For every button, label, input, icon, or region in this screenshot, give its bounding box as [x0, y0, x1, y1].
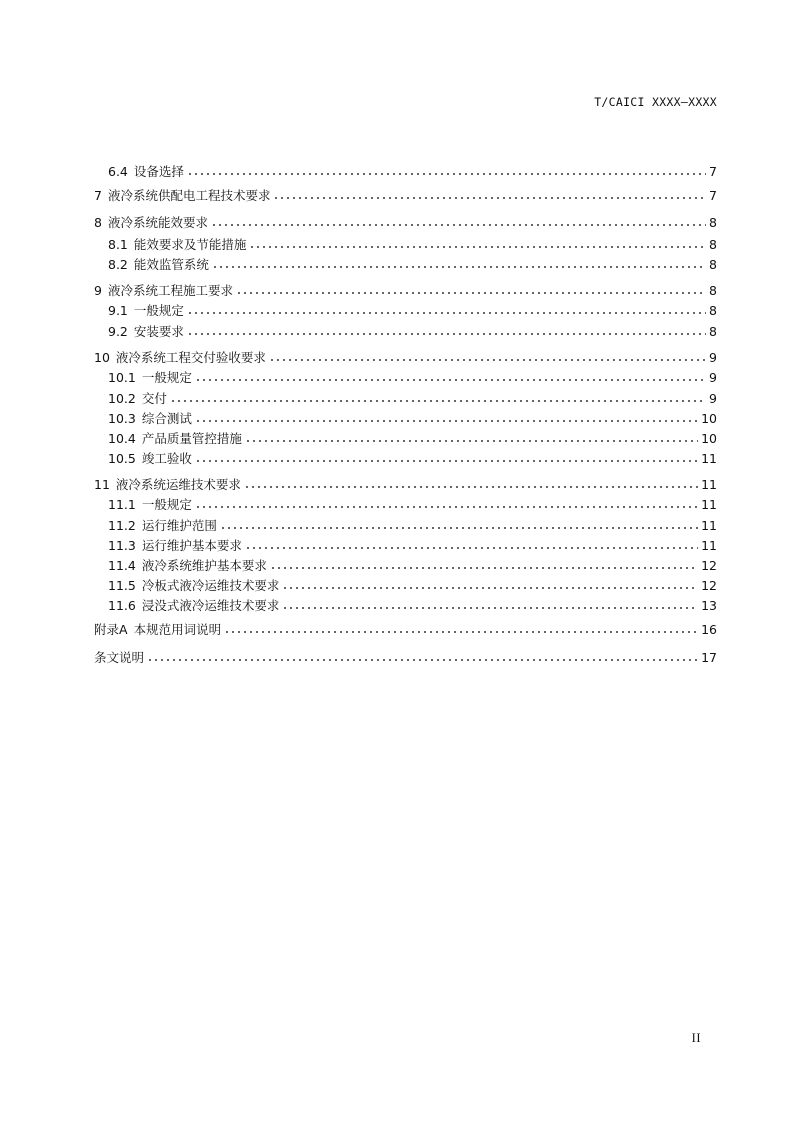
toc-entry-page: 12 [701, 558, 717, 573]
toc-entry-title: 综合测试 [141, 411, 192, 426]
toc-entry-title: 安装要求 [133, 324, 184, 339]
toc-entry[interactable] [94, 621, 717, 639]
toc-entry-title: 产品质量管控措施 [141, 431, 242, 446]
toc-entry[interactable] [94, 496, 717, 514]
toc-entry-number: 10.5 [108, 451, 136, 466]
toc-entry-title: 一般规定 [141, 370, 192, 385]
dot-leader [269, 358, 706, 362]
toc-entry-page: 10 [701, 431, 717, 446]
toc-entry[interactable] [94, 236, 717, 254]
dot-leader [211, 223, 706, 227]
toc-entry-page: 8 [709, 215, 717, 230]
dot-leader [282, 586, 698, 590]
toc-entry-page: 17 [701, 650, 717, 665]
toc-entry-page: 7 [709, 164, 717, 179]
toc-entry-page: 10 [701, 411, 717, 426]
toc-entry-number: 9 [94, 283, 102, 298]
toc-entry-number: 10.1 [108, 370, 136, 385]
toc-entry[interactable] [94, 557, 717, 575]
dot-leader [224, 630, 698, 634]
toc-entry-number: 附录A [94, 622, 128, 637]
toc-entry-number: 8.2 [108, 257, 128, 272]
toc-entry-page: 11 [701, 477, 717, 492]
toc-entry-title: 液冷系统工程施工要求 [107, 283, 233, 298]
toc-entry-title: 交付 [141, 391, 167, 406]
dot-leader [195, 419, 698, 423]
toc-entry[interactable] [94, 349, 717, 367]
dot-leader [195, 459, 698, 463]
toc-entry-page: 7 [709, 188, 717, 203]
toc-entry-title: 液冷系统能效要求 [107, 215, 208, 230]
toc-entry-title: 运行维护基本要求 [141, 538, 242, 553]
dot-leader [245, 439, 698, 443]
dot-leader [147, 658, 698, 662]
toc-entry-title: 液冷系统供配电工程技术要求 [107, 188, 271, 203]
toc-entry-number: 10.2 [108, 391, 136, 406]
toc-entry-number: 7 [94, 188, 102, 203]
toc-entry[interactable] [94, 649, 717, 667]
toc-entry-page: 11 [701, 518, 717, 533]
toc-entry-number: 10 [94, 350, 110, 365]
toc-entry-number: 6.4 [108, 164, 128, 179]
document-code: T/CAICI XXXX—XXXX [594, 95, 717, 109]
dot-leader [236, 291, 706, 295]
toc-entry-title: 运行维护范围 [141, 518, 217, 533]
dot-leader [187, 311, 706, 315]
dot-leader [270, 566, 698, 570]
toc-entry-title: 设备选择 [133, 164, 184, 179]
dot-leader [273, 196, 706, 200]
dot-leader [220, 526, 698, 530]
toc-entry[interactable] [94, 577, 717, 595]
toc-entry-number: 9.2 [108, 324, 128, 339]
toc-entry[interactable] [94, 517, 717, 535]
toc-entry-title: 液冷系统运维技术要求 [115, 477, 241, 492]
toc-entry-number: 9.1 [108, 303, 128, 318]
toc-entry-title: 竣工验收 [141, 451, 192, 466]
toc-entry-number: 11.1 [108, 497, 136, 512]
toc-entry-number: 8 [94, 215, 102, 230]
toc-entry-number: 11.5 [108, 578, 136, 593]
toc-entry-number: 11.2 [108, 518, 136, 533]
dot-leader [244, 485, 698, 489]
toc-entry-page: 8 [709, 324, 717, 339]
toc-entry-title: 能效监管系统 [133, 257, 209, 272]
toc-entry-page: 11 [701, 451, 717, 466]
toc-entry-number: 11.4 [108, 558, 136, 573]
toc-entry-page: 9 [709, 370, 717, 385]
toc-entry-number: 8.1 [108, 237, 128, 252]
toc-entry-page: 8 [709, 303, 717, 318]
toc-entry-number: 11.6 [108, 598, 136, 613]
toc-entry-page: 9 [709, 350, 717, 365]
dot-leader [187, 172, 706, 176]
toc-entry[interactable] [94, 323, 717, 341]
toc-entry-page: 8 [709, 237, 717, 252]
toc-entry[interactable] [94, 476, 717, 494]
toc-entry[interactable] [94, 214, 717, 232]
toc-entry-title: 一般规定 [141, 497, 192, 512]
toc-entry-title: 一般规定 [133, 303, 184, 318]
dot-leader [245, 546, 698, 550]
toc-entry-page: 8 [709, 257, 717, 272]
toc-entry-page: 11 [701, 497, 717, 512]
toc-entry[interactable] [94, 282, 717, 300]
dot-leader [212, 265, 706, 269]
toc-entry-title: 能效要求及节能措施 [133, 237, 247, 252]
dot-leader [249, 245, 706, 249]
toc-entry-title: 本规范用词说明 [133, 622, 222, 637]
dot-leader [187, 332, 706, 336]
toc-entry-number: 11 [94, 477, 110, 492]
toc-entry[interactable] [94, 187, 717, 205]
dot-leader [195, 505, 698, 509]
toc-entry-number: 10.4 [108, 431, 136, 446]
toc-entry-title: 液冷系统工程交付验收要求 [115, 350, 266, 365]
toc-entry[interactable] [94, 256, 717, 274]
toc-entry[interactable] [94, 430, 717, 448]
toc-entry[interactable] [94, 537, 717, 555]
toc-entry[interactable] [94, 597, 717, 615]
toc-entry[interactable] [94, 390, 717, 408]
toc-entry-number: 10.3 [108, 411, 136, 426]
toc-entry[interactable] [94, 450, 717, 468]
dot-leader [170, 399, 706, 403]
toc-entry-title: 液冷系统维护基本要求 [141, 558, 267, 573]
toc-entry-page: 11 [701, 538, 717, 553]
dot-leader [195, 378, 706, 382]
toc-entry[interactable] [94, 302, 717, 320]
toc-entry-page: 12 [701, 578, 717, 593]
toc-entry-number: 11.3 [108, 538, 136, 553]
toc-entry-page: 16 [701, 622, 717, 637]
toc-entry-page: 13 [701, 598, 717, 613]
toc-entry[interactable] [94, 163, 717, 181]
page-number: II [691, 1031, 701, 1045]
toc-entry-page: 9 [709, 391, 717, 406]
toc-entry-title: 浸没式液冷运维技术要求 [141, 598, 280, 613]
toc-entry[interactable] [94, 369, 717, 387]
toc-entry-title: 条文说明 [94, 650, 145, 665]
toc-entry-title: 冷板式液冷运维技术要求 [141, 578, 280, 593]
dot-leader [282, 606, 698, 610]
toc-entry-page: 8 [709, 283, 717, 298]
toc-entry[interactable] [94, 410, 717, 428]
